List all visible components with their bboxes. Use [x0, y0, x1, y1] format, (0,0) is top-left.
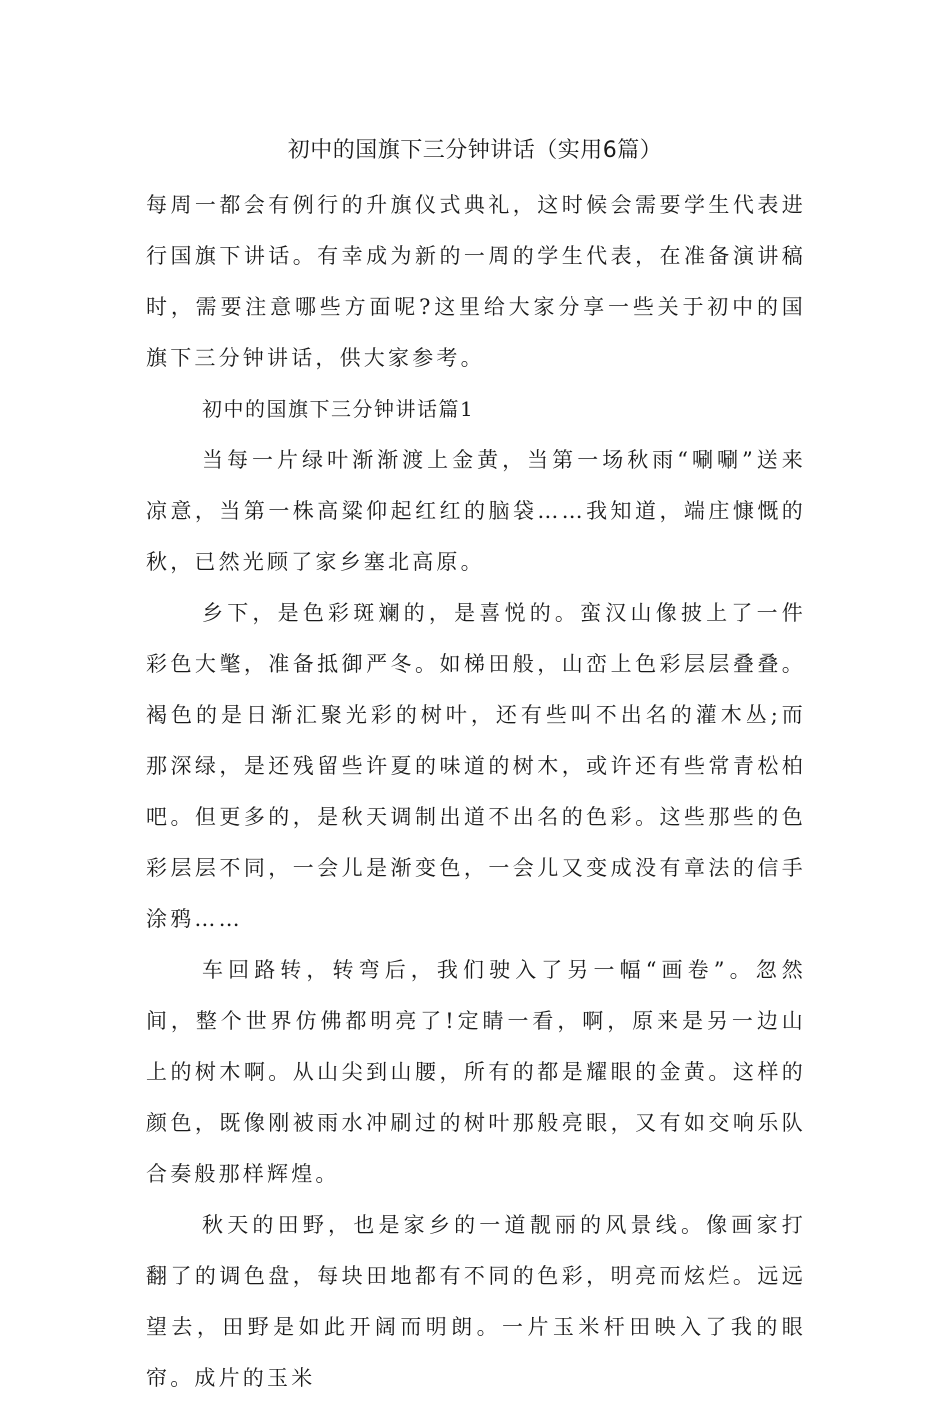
- document-body: [146, 180, 806, 1404]
- intro-paragraph: 每周一都会有例行的升旗仪式典礼，这时候会需要学生代表进行国旗下讲话。有幸成为新的一周的学生代表，在准备演讲稿时，需要注意哪些方面呢?这里给大家分享一些关于初中的国旗下三分钟讲话，供大家参考。: [146, 193, 806, 370]
- document-title: 初中的国旗下三分钟讲话（实用6篇）: [287, 138, 663, 163]
- body-paragraph: 当每一片绿叶渐渐渡上金黄，当第一场秋雨“唰唰”送来凉意，当第一株高粱仰起红红的脑袋……我知道，端庄慷慨的秋，已然光顾了家乡塞北高原。: [146, 448, 806, 574]
- body-paragraph: 秋天的田野，也是家乡的一道靓丽的风景线。像画家打翻了的调色盘，每块田地都有不同的色彩，明亮而炫烂。远远望去，田野是如此开阔而明朗。一片玉米杆田映入了我的眼帘。成片的玉米: [146, 1213, 806, 1390]
- section-heading: 初中的国旗下三分钟讲话篇1: [202, 397, 475, 421]
- body-paragraph: 车回路转，转弯后，我们驶入了另一幅“画卷”。忽然间，整个世界仿佛都明亮了!定睛一看，啊，原来是另一边山上的树木啊。从山尖到山腰，所有的都是耀眼的金黄。这样的颜色，既像刚被雨水冲刷过的树叶那般亮眼，又有如交响乐队合奏般那样辉煌。: [146, 958, 806, 1186]
- body-paragraph: 乡下，是色彩斑斓的，是喜悦的。蛮汉山像披上了一件彩色大氅，准备抵御严冬。如梯田般，山峦上色彩层层叠叠。褐色的是日渐汇聚光彩的树叶，还有些叫不出名的灌木丛;而那深绿，是还残留些许夏的味道的树木，或许还有些常青松柏吧。但更多的，是秋天调制出道不出名的色彩。这些那些的色彩层层不同，一会儿是渐变色，一会儿又变成没有章法的信手涂鸦……: [146, 601, 806, 931]
